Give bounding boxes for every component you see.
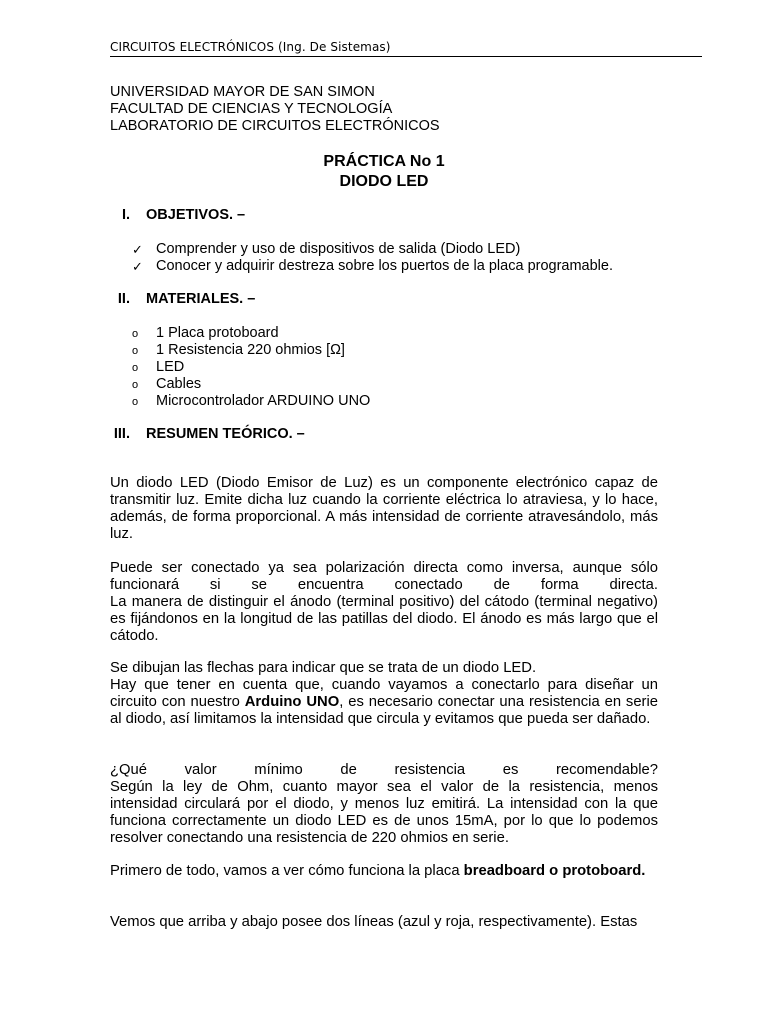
list-item: ✓ Comprender y uso de dispositivos de salida (Diodo LED) (132, 241, 521, 257)
list-item: o LED (132, 359, 185, 375)
check-icon: ✓ (132, 259, 143, 274)
section-number: II. (117, 291, 130, 307)
paragraph-breadboard-lines: Vemos que arriba y abajo posee dos líneas (azul y roja, respectivamente). Estas (110, 914, 638, 930)
document-title (110, 152, 658, 192)
section-label: RESUMEN TEÓRICO. – (146, 426, 305, 442)
section-number: III. (113, 426, 130, 442)
list-item: o 1 Placa protoboard (132, 325, 279, 341)
section-number: I. (121, 207, 130, 223)
paragraph-arduino-resistor: Se dibujan las flechas para indicar que se trata de un diodo LED. Hay que tener en cuenta que, cuando vayamos a conectarlo para diseñar un circuito con nuestro Arduino UNO, es necesario conectar una resistencia en serie al diodo, así limitamos la intensidad que circula y evitamos que pueda ser dañado. (110, 660, 658, 727)
arduino-uno-bold: Arduino UNO (244, 694, 340, 710)
running-header: CIRCUITOS ELECTRÓNICOS (Ing. De Sistemas) (110, 40, 702, 57)
university-name: UNIVERSIDAD MAYOR DE SAN SIMON (110, 84, 375, 100)
list-item: o Microcontrolador ARDUINO UNO (132, 393, 371, 409)
institution-block (110, 84, 440, 135)
section-label: OBJETIVOS. – (146, 207, 246, 223)
circle-bullet-icon: o (132, 379, 139, 391)
paragraph-led-definition: Un diodo LED (Diodo Emisor de Luz) es un componente electrónico capaz de transmitir luz. Emite dicha luz cuando la corriente eléctrica lo atraviesa, y lo hace, además, de forma proporcional. A más intensidad de corriente atravesándolo, más luz. (110, 475, 658, 542)
circle-bullet-icon: o (132, 396, 139, 408)
list-item: o 1 Resistencia 220 ohmios [Ω] (132, 342, 345, 358)
breadboard-bold: breadboard o protoboard. (463, 863, 646, 879)
laboratory-name: LABORATORIO DE CIRCUITOS ELECTRÓNICOS (110, 118, 440, 134)
check-icon: ✓ (132, 242, 143, 257)
section-label: MATERIALES. – (146, 291, 256, 307)
practice-topic: DIODO LED (339, 173, 429, 190)
circle-bullet-icon: o (132, 345, 139, 357)
paragraph-polarization: Puede ser conectado ya sea polarización directa como inversa, aunque sólo funcionará si se encuentra conectado de forma directa. La manera de distinguir el ánodo (terminal positivo) del cátodo (terminal negativo) es fijándonos en la longitud de las patillas del diodo. El ánodo es más largo que el cátodo. (110, 560, 658, 644)
paragraph-breadboard-intro: Primero de todo, vamos a ver cómo funciona la placa breadboard o protoboard. (110, 863, 646, 879)
objectives-list (132, 241, 613, 275)
circle-bullet-icon: o (132, 328, 139, 340)
list-item: ✓ Conocer y adquirir destreza sobre los puertos de la placa programable. (132, 258, 613, 274)
paragraph-resistance-value: ¿Qué valor mínimo de resistencia es recomendable? Según la ley de Ohm, cuanto mayor sea el valor de la resistencia, menos intensidad circulará por el diodo, y menos luz emitirá. La intensidad con la que funciona correctamente un diodo LED es de unos 15mA, por lo que lo podemos resolver conectando una resistencia de 220 ohmios en serie. (110, 762, 658, 846)
circle-bullet-icon: o (132, 362, 139, 374)
materials-list (132, 325, 370, 410)
practice-number: PRÁCTICA No 1 (323, 153, 445, 170)
faculty-name: FACULTAD DE CIENCIAS Y TECNOLOGÍA (110, 101, 393, 117)
list-item: o Cables (132, 376, 202, 392)
